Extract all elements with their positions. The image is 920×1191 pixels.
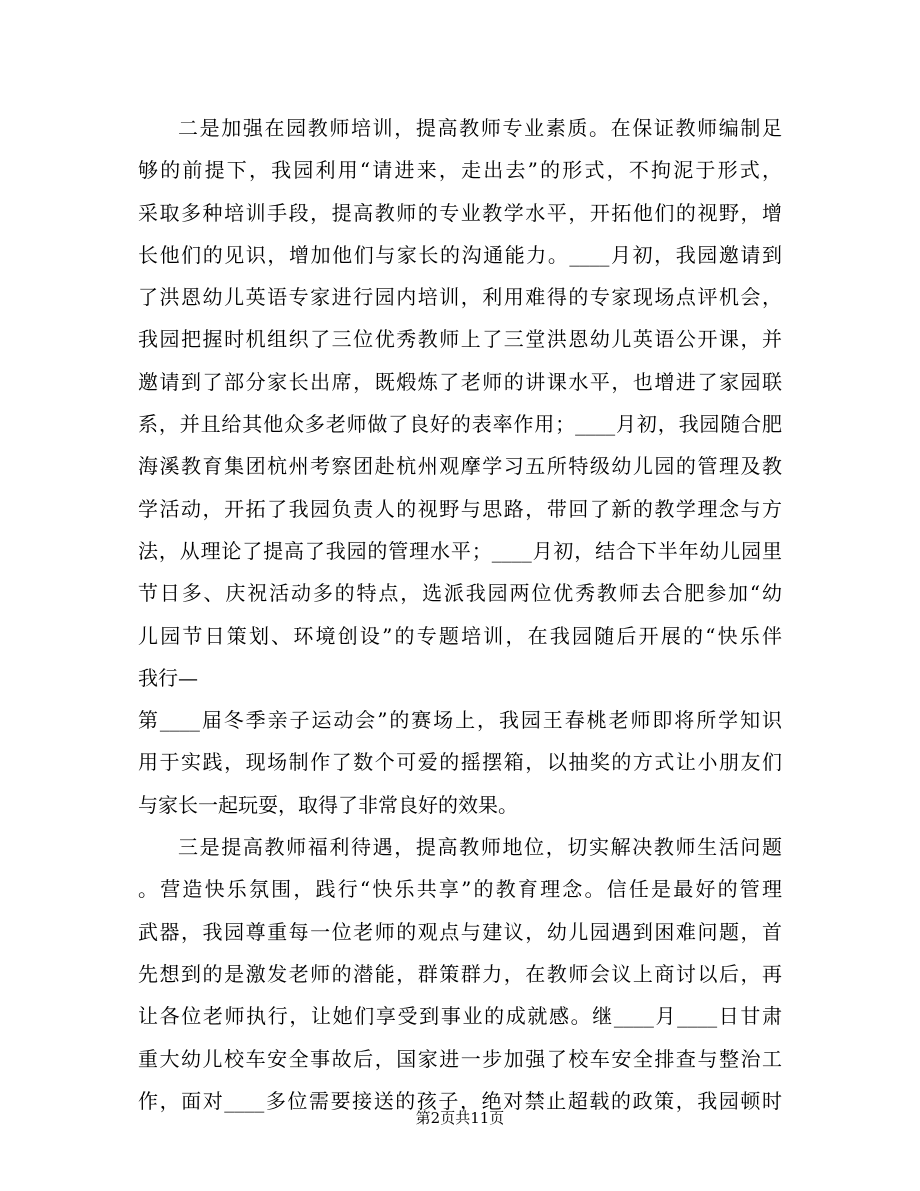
text-line: 采取多种培训手段，提高教师的专业教学水平，开拓他们的视野，增: [138, 200, 782, 225]
text-line: 了洪恩幼儿英语专家进行园内培训，利用难得的专家现场点评机会，: [138, 285, 782, 310]
text-line: 先想到的是激发老师的潜能，群策群力，在教师会议上商讨以后，再: [138, 961, 782, 986]
text-line: 重大幼儿校车安全事故后，国家进一步加强了校车安全排查与整治工: [138, 1046, 782, 1071]
text-line: 与家长一起玩耍，取得了非常良好的效果。: [138, 792, 518, 817]
text-line: 。营造快乐氛围，践行“快乐共享”的教育理念。信任是最好的管理: [138, 877, 782, 902]
text-line: 学活动，开拓了我园负责人的视野与思路，带回了新的教学理念与方: [138, 496, 782, 521]
text-line: 第____届冬季亲子运动会”的赛场上，我园王春桃老师即将所学知识: [138, 708, 782, 733]
text-line: 三是提高教师福利待遇，提高教师地位，切实解决教师生活问题: [178, 835, 782, 860]
document-body: [138, 107, 782, 1122]
text-line: 节日多、庆祝活动多的特点，选派我园两位优秀教师去合肥参加“幼: [138, 581, 782, 606]
text-line: 系，并且给其他众多老师做了良好的表率作用；____月初，我园随合肥: [138, 412, 782, 437]
text-line: 作，面对____多位需要接送的孩子，绝对禁止超载的政策，我园顿时: [138, 1088, 782, 1113]
text-line: 我园把握时机组织了三位优秀教师上了三堂洪恩幼儿英语公开课，并: [138, 327, 782, 352]
text-line: 海溪教育集团杭州考察团赴杭州观摩学习五所特级幼儿园的管理及教: [138, 454, 782, 479]
text-line: 让各位老师执行，让她们享受到事业的成就感。继____月____日甘肃: [138, 1004, 782, 1029]
text-line: 儿园节日策划、环境创设”的专题培训，在我园随后开展的“快乐伴: [138, 623, 782, 648]
text-line: 用于实践，现场制作了数个可爱的摇摆箱，以抽奖的方式让小朋友们: [138, 750, 782, 775]
text-line: 武器，我园尊重每一位老师的观点与建议，幼儿园遇到困难问题，首: [138, 919, 782, 944]
text-line: 二是加强在园教师培训，提高教师专业素质。在保证教师编制足: [178, 116, 782, 140]
text-line: 法，从理论了提高了我园的管理水平；____月初，结合下半年幼儿园里: [138, 538, 782, 563]
text-line: 邀请到了部分家长出席，既煅炼了老师的讲课水平，也增进了家园联: [138, 369, 782, 394]
page-number: 第2页共11页: [415, 1109, 505, 1127]
text-line: 我行—: [138, 665, 198, 690]
text-line: 长他们的见识，增加他们与家长的沟通能力。____月初，我园邀请到: [138, 242, 782, 267]
text-line: 够的前提下，我园利用“请进来，走出去”的形式，不拘泥于形式，: [138, 158, 782, 183]
